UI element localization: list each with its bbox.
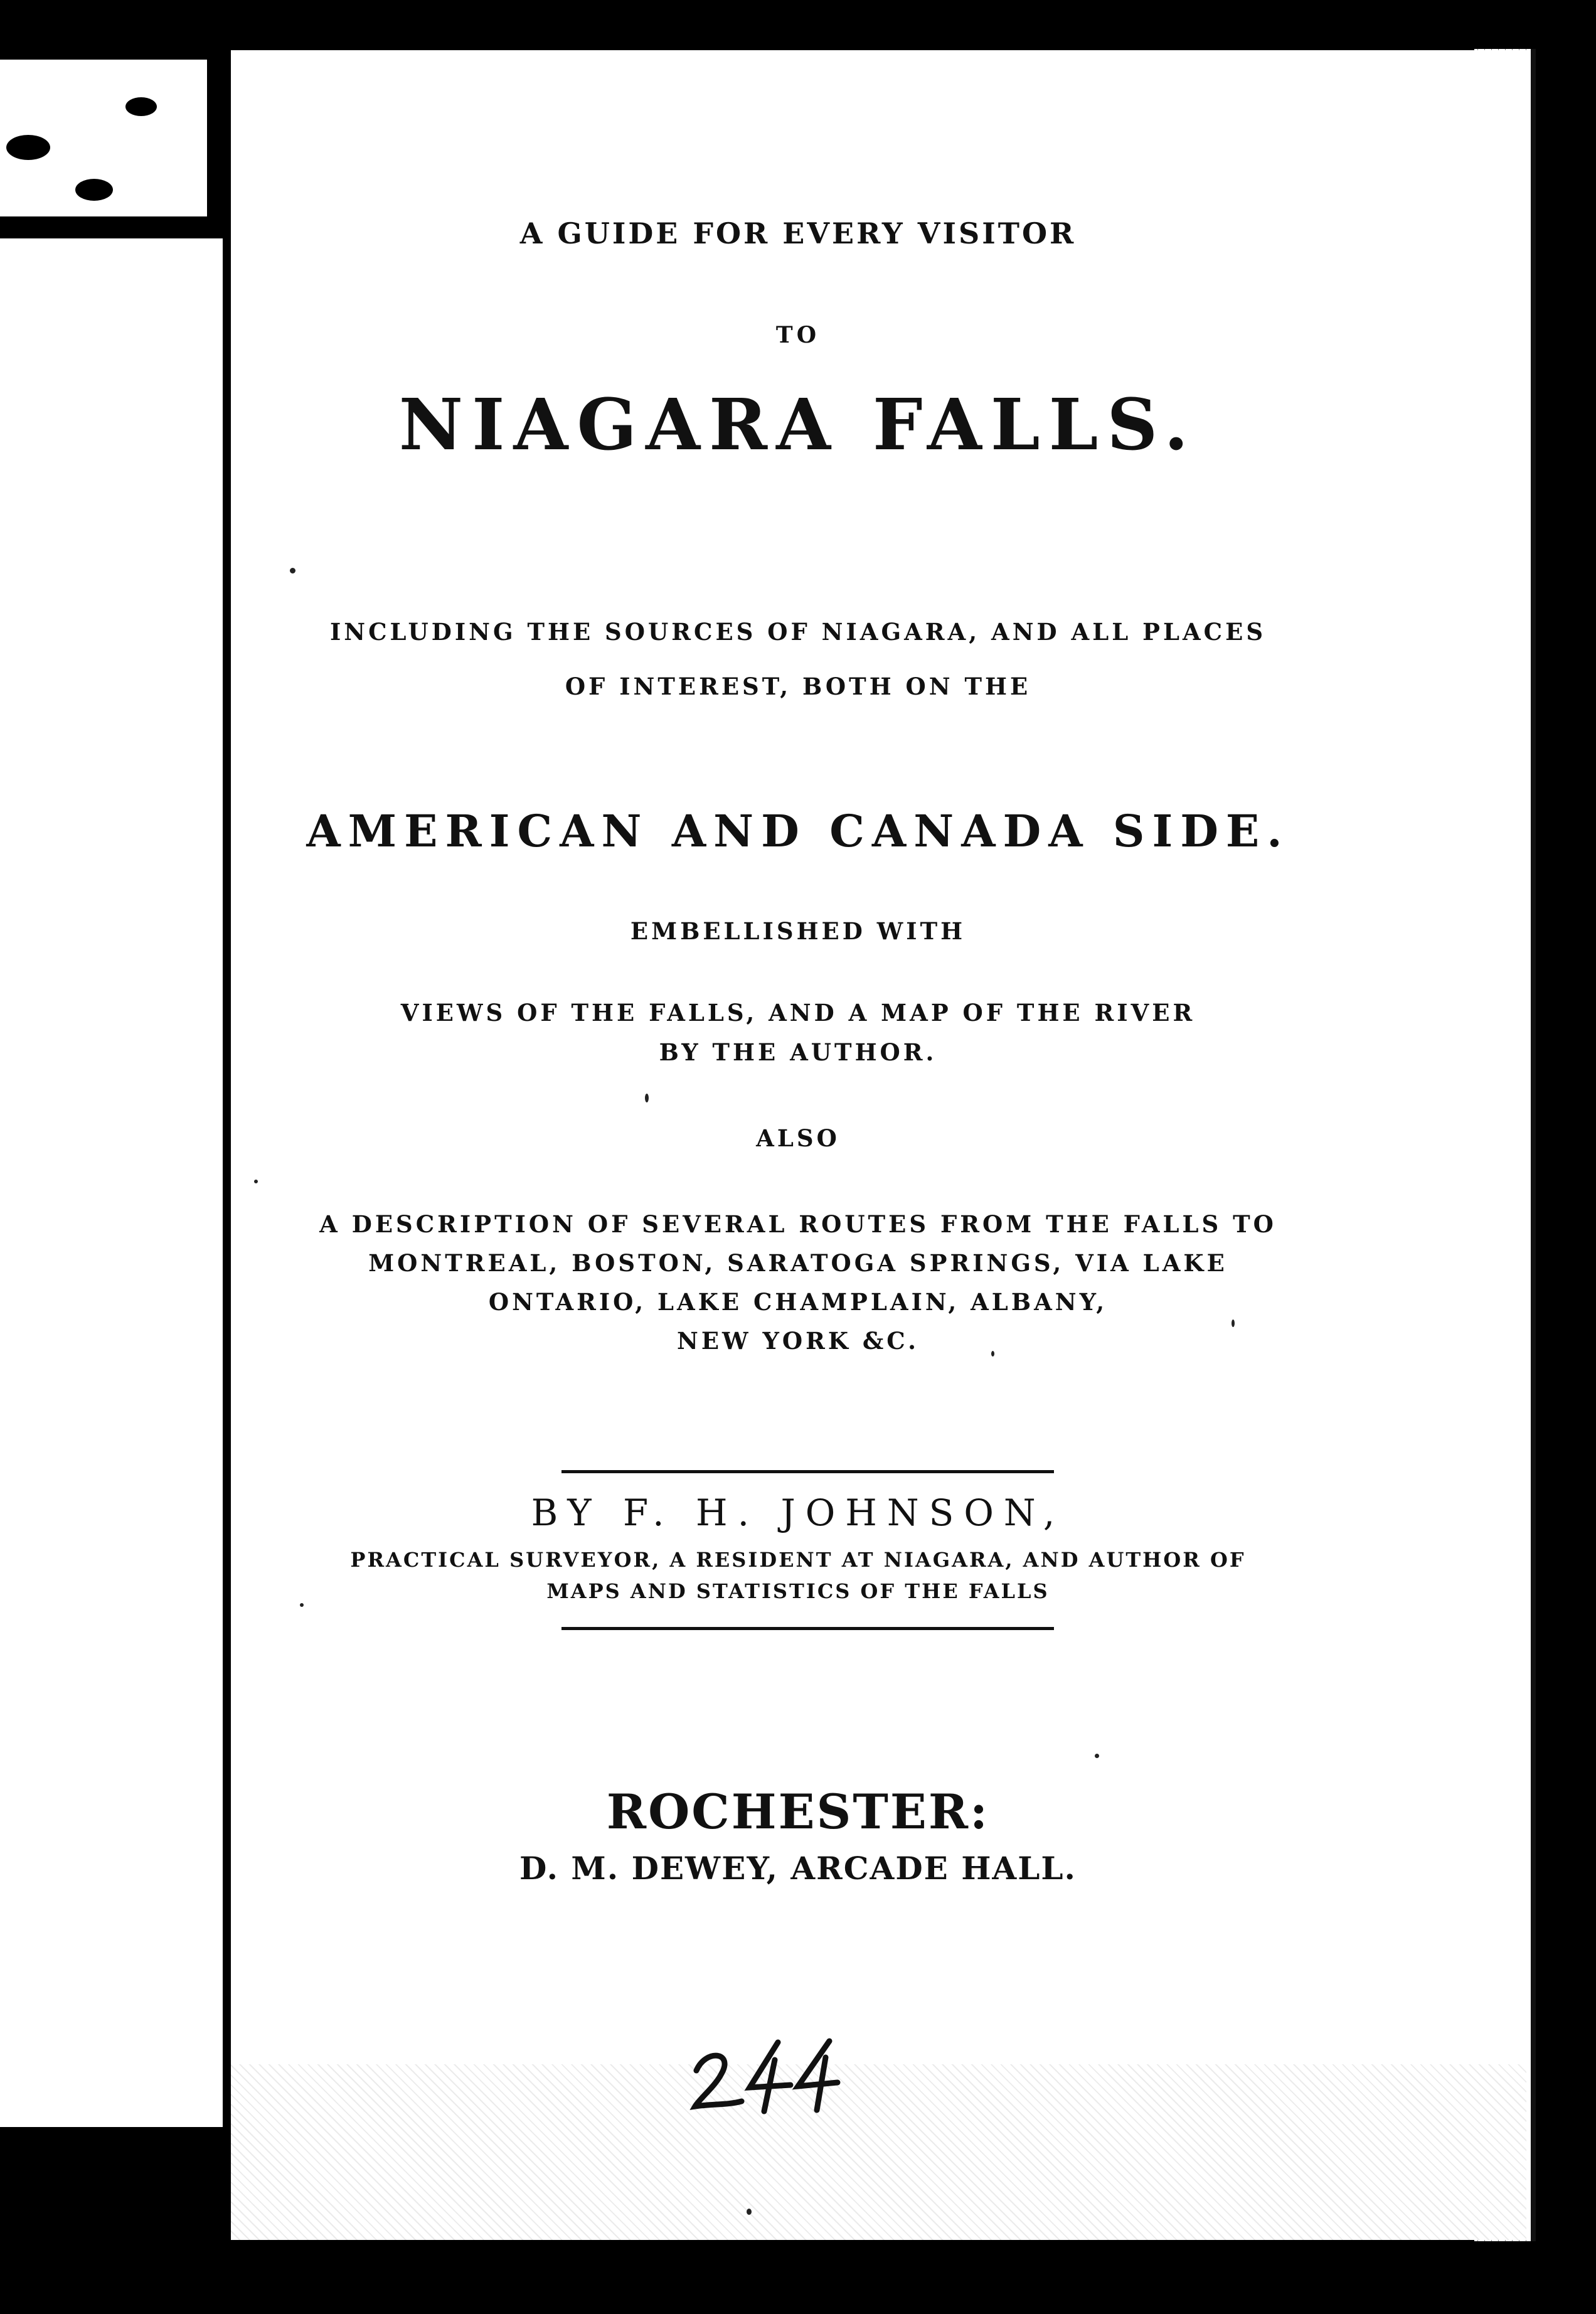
views-line-2: BY THE AUTHOR. — [659, 1038, 937, 1066]
top-divider-rule — [561, 1470, 1054, 1473]
publisher-line: D. M. DEWEY, ARCADE HALL. — [519, 1850, 1077, 1887]
bottom-divider-rule — [561, 1627, 1054, 1630]
scan-speck — [1232, 1320, 1235, 1327]
scan-speck — [645, 1094, 649, 1102]
guide-header: A GUIDE FOR EVERY VISITOR — [519, 216, 1077, 250]
views-line-1: VIEWS OF THE FALLS, AND A MAP OF THE RIVER — [400, 999, 1196, 1026]
credential-line-1: PRACTICAL SURVEYOR, A RESIDENT AT NIAGARA, AND AUTHOR OF — [350, 1548, 1246, 1572]
routes-line-2: MONTREAL, BOSTON, SARATOGA SPRINGS, VIA LAKE — [368, 1249, 1228, 1277]
ink-blot — [75, 179, 113, 201]
routes-line-3: ONTARIO, LAKE CHAMPLAIN, ALBANY, — [488, 1288, 1108, 1316]
routes-line-1: A DESCRIPTION OF SEVERAL ROUTES FROM THE FALLS TO — [319, 1210, 1277, 1238]
scan-speck — [991, 1351, 994, 1357]
to-line: TO — [775, 322, 821, 348]
credential-line-2: MAPS AND STATISTICS OF THE FALLS — [546, 1579, 1050, 1603]
scan-speck — [300, 1603, 304, 1607]
ink-blot — [125, 97, 157, 116]
embellished-line: EMBELLISHED WITH — [630, 917, 966, 945]
facing-page-top-fragment — [0, 60, 207, 216]
main-title: NIAGARA FALLS. — [398, 384, 1198, 466]
facing-page-fragment — [0, 238, 223, 2127]
sides-title: AMERICAN AND CANADA SIDE. — [306, 805, 1290, 857]
scan-speck — [254, 1180, 258, 1183]
including-line-1: INCLUDING THE SOURCES OF NIAGARA, AND ALL PLACES — [329, 618, 1267, 646]
ink-blot — [6, 135, 50, 160]
scan-speck — [1095, 1754, 1099, 1758]
handwritten-note-244 — [684, 2036, 841, 2118]
scan-speck — [290, 568, 295, 573]
including-line-2: OF INTEREST, BOTH ON THE — [565, 673, 1031, 700]
scan-speck — [747, 2209, 752, 2215]
paper-texture — [231, 2064, 1526, 2240]
also-line: ALSO — [756, 1124, 840, 1152]
publisher-city: ROCHESTER: — [606, 1784, 990, 1840]
routes-line-4: NEW YORK &C. — [677, 1327, 919, 1355]
author-line: BY F. H. JOHNSON, — [531, 1491, 1065, 1534]
